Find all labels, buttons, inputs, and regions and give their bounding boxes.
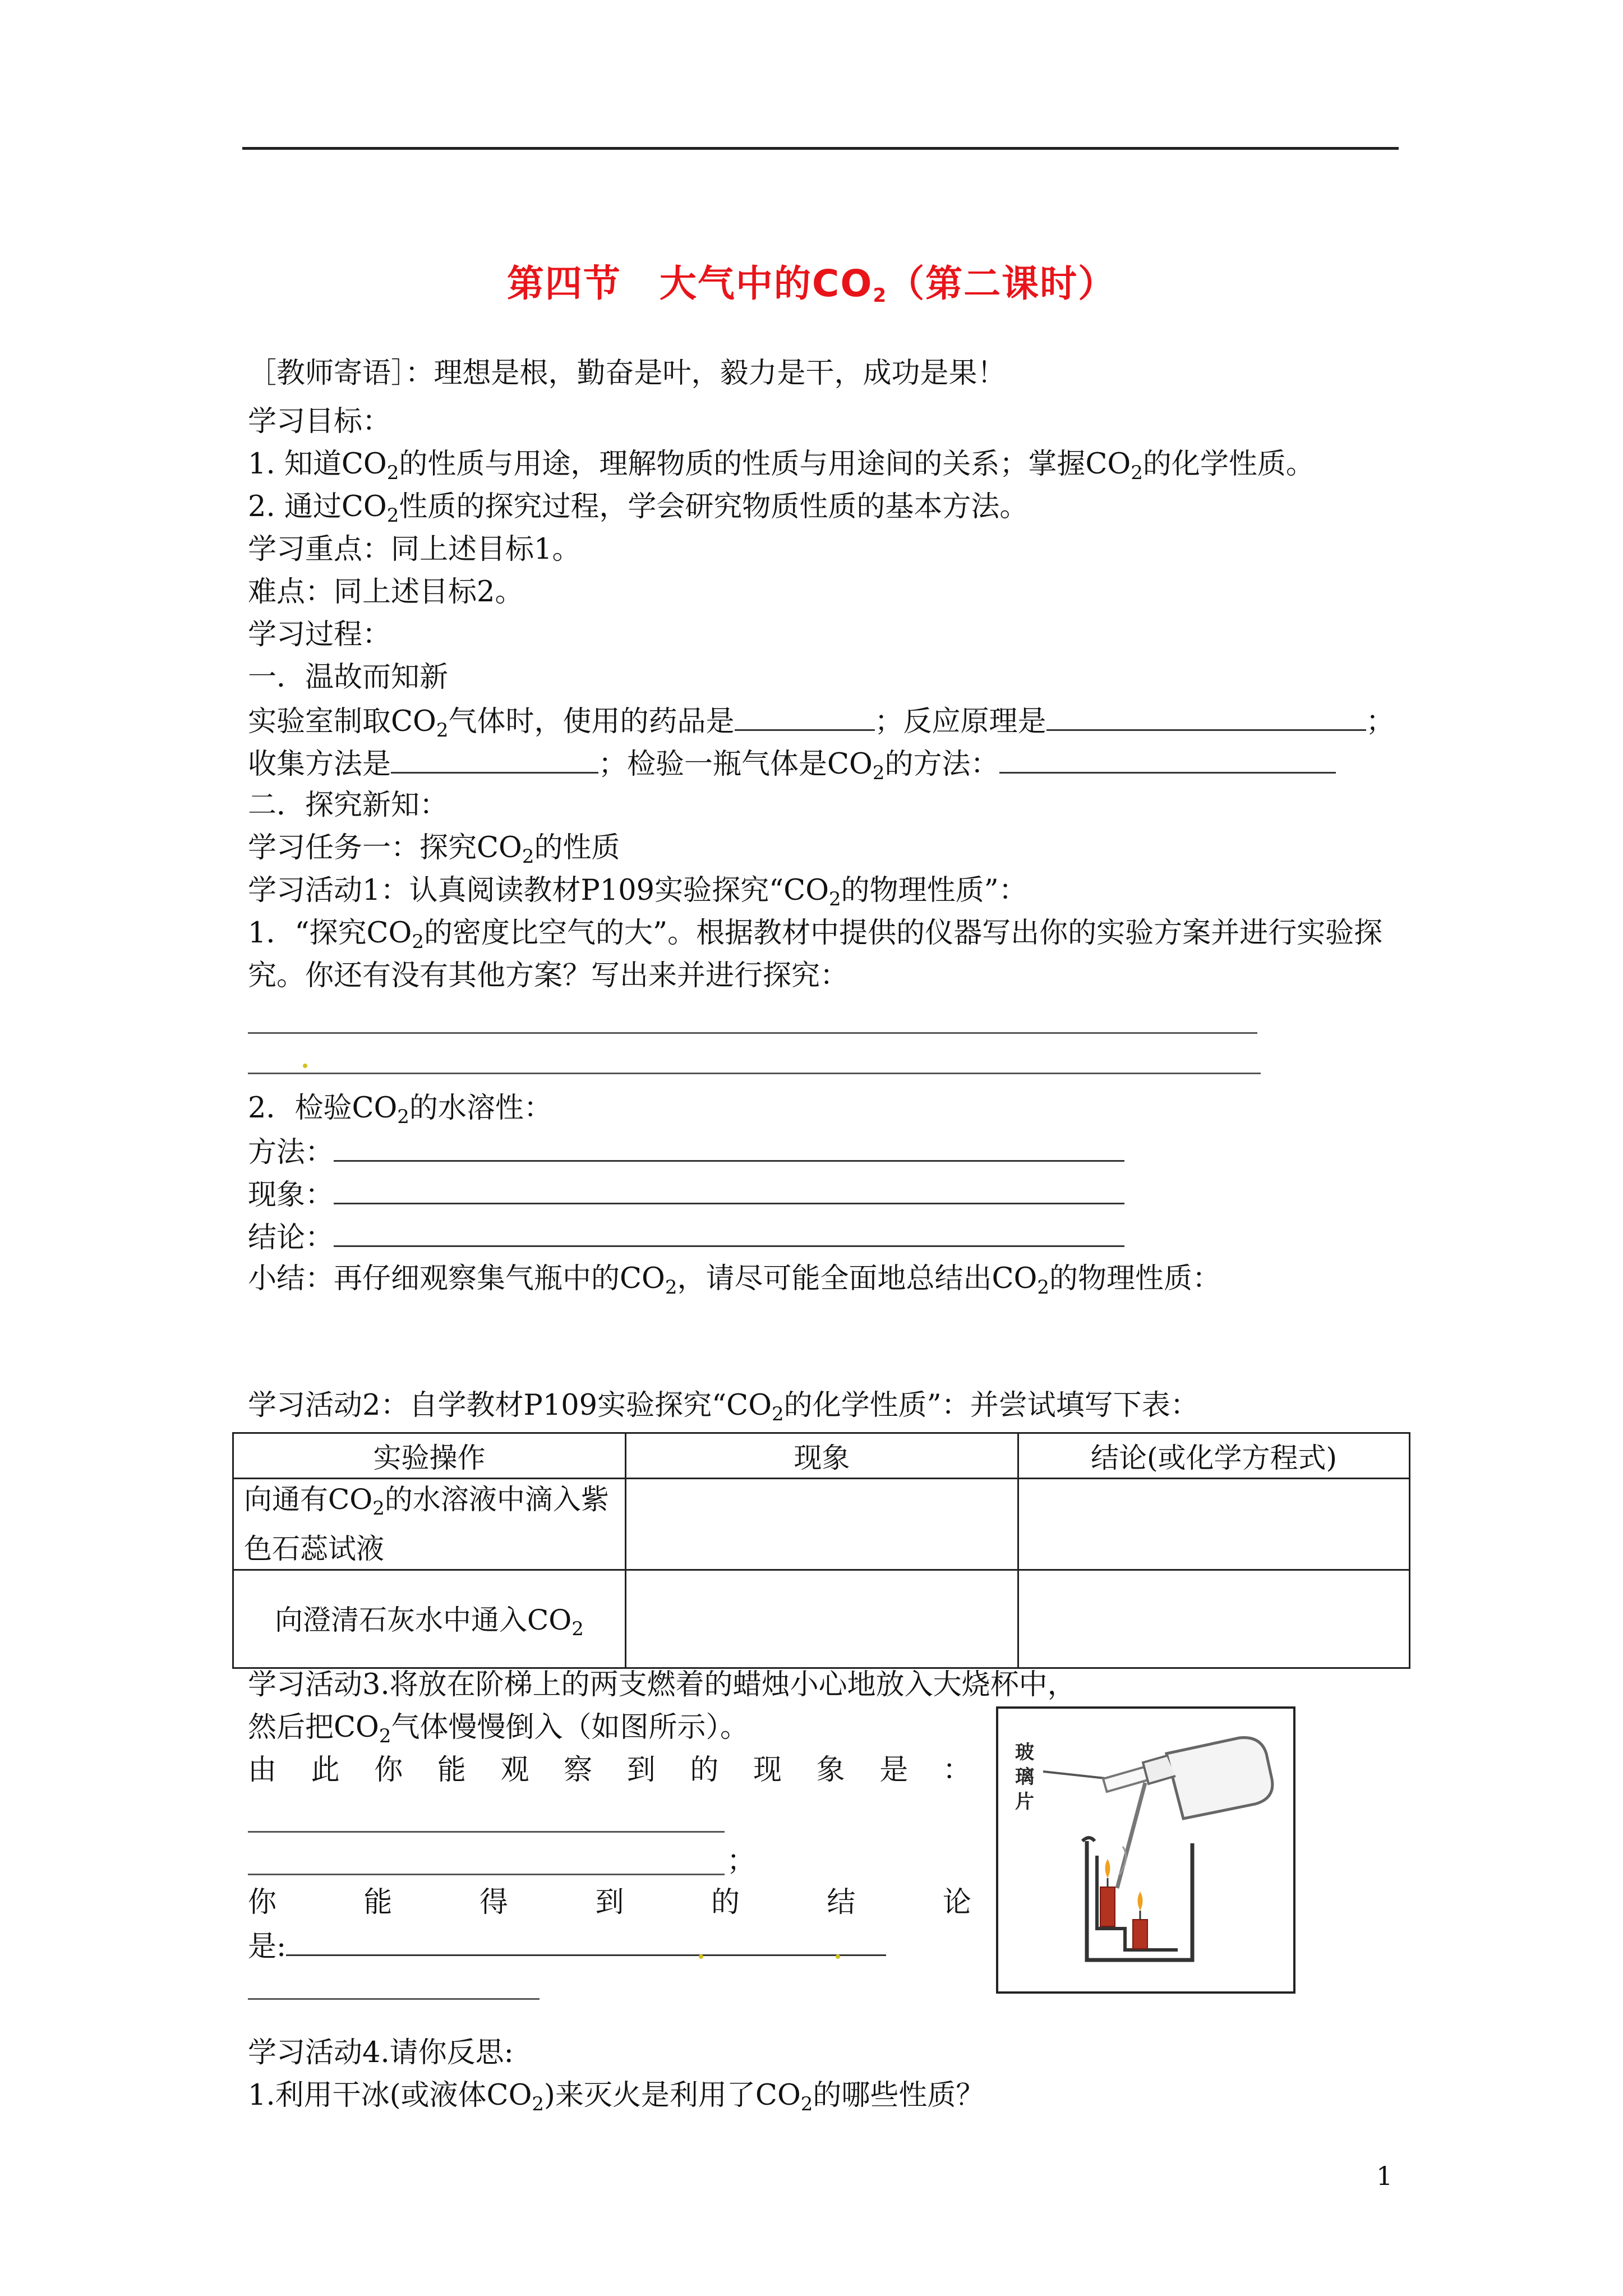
phenomenon-cell-2[interactable] <box>626 1570 1018 1668</box>
activity-3-line-2: 然后把$CO_2$气体慢慢倒入（如图所示）。 <box>248 1711 749 1747</box>
conclusion-cell-2[interactable] <box>1018 1570 1410 1668</box>
mark-dot <box>836 1954 840 1959</box>
header-phenomenon: 现象 <box>626 1433 1018 1479</box>
explore-heading: 二．探究新知： <box>248 789 449 822</box>
review-heading: 一．温故而知新 <box>248 661 449 694</box>
question-1: 1．“探究$CO_2$的密度比空气的大”。根据教材中提供的仪器写出你的实验方案并进行实验探 <box>248 917 1383 953</box>
page-title: 第四节 大气中的$CO_2$（第二课时） <box>506 262 1117 307</box>
header-conclusion: 结论(或化学方程式) <box>1018 1433 1410 1479</box>
method-blank[interactable] <box>334 1131 1124 1162</box>
conclusion-is-line: 是: <box>248 1925 886 1967</box>
figure-label: 玻璃片 <box>1015 1741 1034 1813</box>
activity-4-heading: 学习活动4.请你反思: <box>248 2036 514 2069</box>
question-1-cont: 究。你还有没有其他方案？写出来并进行探究： <box>248 959 849 992</box>
conclusion-line: 结论： <box>248 1216 1124 1258</box>
observe-answer-line-1[interactable] <box>248 1831 725 1833</box>
experiment-table <box>232 1432 1410 1669</box>
conclusion-answer-line[interactable] <box>248 1998 540 2000</box>
conclusion-is-blank[interactable] <box>286 1925 886 1956</box>
mark-dot <box>303 1064 307 1068</box>
page-number: 1 <box>1376 2161 1393 2191</box>
activity-3-observe: 由 此 你 能 观 察 到 的 现 象 是 ： <box>248 1754 971 1787</box>
operation-cell-2: 向澄清石灰水中通入$CO_2$ <box>233 1570 626 1668</box>
table-header-row <box>233 1433 1410 1479</box>
mark-dot <box>699 1954 703 1959</box>
answer-line-2[interactable] <box>248 1073 1261 1074</box>
table-row <box>233 1479 1410 1570</box>
reagent-blank[interactable] <box>735 700 875 731</box>
activity-3-conclude: 你 能 得 到 的 结 论 <box>248 1886 971 1919</box>
observe-semicolon: ； <box>727 1844 756 1878</box>
beaker-bottle-candles-icon <box>998 1709 1293 1991</box>
candle-experiment-figure <box>996 1706 1295 1994</box>
teacher-motto: ［教师寄语］：理想是根，勤奋是叶，毅力是干，成功是果！ <box>248 357 1006 390</box>
summary: 小结：再仔细观察集气瓶中的$CO_2$，请尽可能全面地总结出$CO_2$的物理性质： <box>248 1262 1221 1299</box>
process-heading: 学习过程： <box>248 618 391 651</box>
collection-blank[interactable] <box>391 743 598 774</box>
header-operation: 实验操作 <box>233 1433 626 1479</box>
key-point: 学习重点：同上述目标1。 <box>248 533 581 566</box>
header-rule <box>242 147 1399 150</box>
phenomenon-line: 现象： <box>248 1174 1124 1216</box>
operation-cell-1: 向通有$CO_2$的水溶液中滴入紫色石蕊试液 <box>233 1479 626 1570</box>
question-2: 2．检验$CO_2$的水溶性： <box>248 1092 552 1128</box>
method-line: 方法： <box>248 1131 1124 1173</box>
task-1: 学习任务一：探究$CO_2$的性质 <box>248 831 620 868</box>
goal-2: 2. 通过$CO_2$性质的探究过程，学会研究物质性质的基本方法。 <box>248 490 1029 527</box>
test-method-blank[interactable] <box>999 743 1336 774</box>
activity-4-question-1: 1.利用干冰(或液体$CO_2$)来灭火是利用了$CO_2$的哪些性质？ <box>248 2079 985 2115</box>
goals-heading: 学习目标： <box>248 405 391 438</box>
conclusion-blank[interactable] <box>334 1216 1124 1247</box>
table-row <box>233 1570 1410 1668</box>
observe-answer-line-2[interactable] <box>248 1874 725 1875</box>
conclusion-cell-1[interactable] <box>1018 1479 1410 1570</box>
activity-3-line-1: 学习活动3.将放在阶梯上的两支燃着的蜡烛小心地放入大烧杯中， <box>248 1668 1076 1701</box>
review-line-2: 收集方法是 ；检验一瓶气体是$CO_2$的方法： <box>248 743 1336 793</box>
phenomenon-blank[interactable] <box>334 1174 1124 1204</box>
review-line-1: 实验室制取$CO_2$气体时，使用的药品是 ；反应原理是 ； <box>248 700 1395 751</box>
phenomenon-cell-1[interactable] <box>626 1479 1018 1570</box>
answer-line-1[interactable] <box>248 1032 1257 1034</box>
activity-2: 学习活动2：自学教材P109实验探究“$CO_2$的化学性质”：并尝试填写下表： <box>248 1389 1199 1425</box>
principle-blank[interactable] <box>1046 700 1366 731</box>
activity-1: 学习活动1：认真阅读教材P109实验探究“$CO_2$的物理性质”： <box>248 874 1027 910</box>
difficulty: 难点：同上述目标2。 <box>248 576 524 609</box>
goal-1: 1. 知道$CO_2$的性质与用途，理解物质的性质与用途间的关系；掌握$CO_2$的化学性质。 <box>248 448 1315 484</box>
